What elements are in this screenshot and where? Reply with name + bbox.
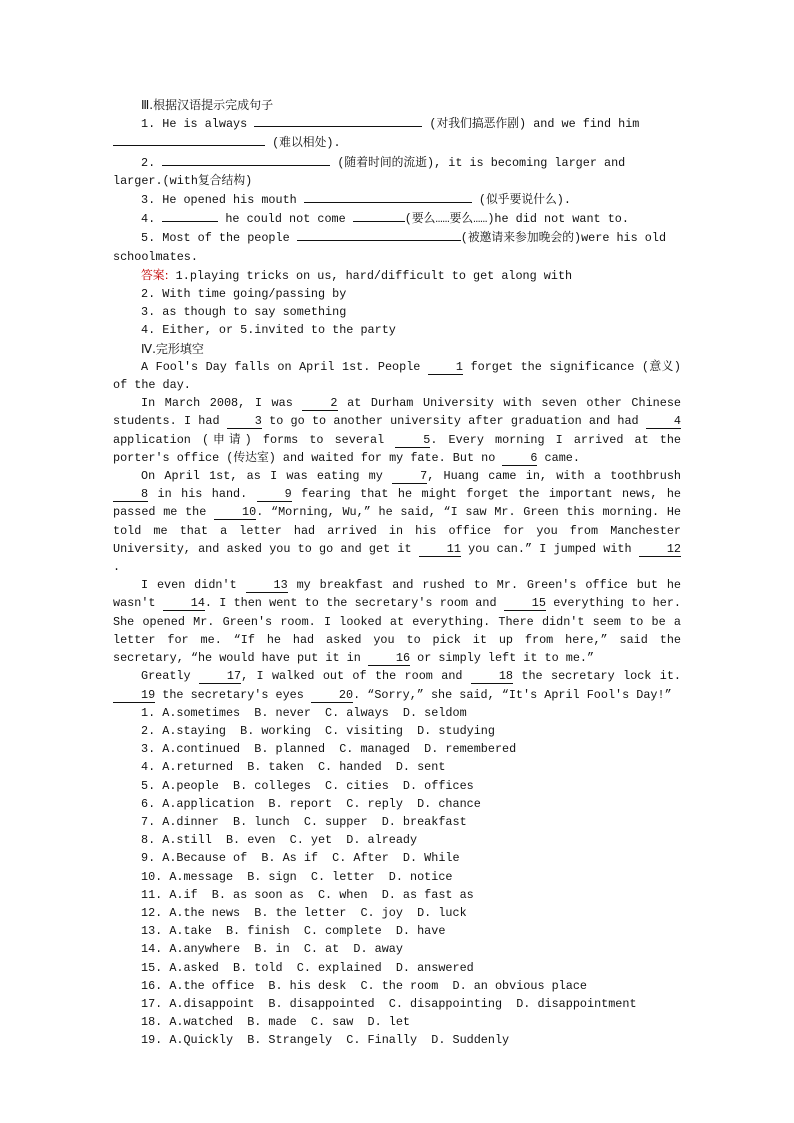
- cloze-blank[interactable]: 10: [214, 505, 256, 520]
- item-text: 2.: [141, 155, 163, 170]
- passage-text: . Every morning I arrived at the porter's office (传达室) and waited for my fate. But no: [113, 432, 681, 465]
- cloze-blank[interactable]: 17: [199, 669, 241, 684]
- option-line: 8. A.still B. even C. yet D. already: [141, 833, 418, 848]
- item-hint: (被邀请来参加晚会的)were his old: [460, 231, 667, 246]
- cloze-blank[interactable]: 18: [471, 669, 513, 684]
- item-hint: (对我们搞恶作剧) and we find him: [429, 117, 640, 132]
- option-line: 16. A.the office B. his desk C. the room D. an obvious place: [141, 978, 587, 993]
- cloze-blank[interactable]: 19: [113, 688, 155, 703]
- option-line: 19. A.Quickly B. Strangely C. Finally D. Suddenly: [141, 1033, 510, 1048]
- passage-text: On April 1st, as I was eating my: [141, 469, 393, 484]
- cloze-blank[interactable]: 8: [113, 487, 148, 502]
- exercise-item-5-cont: schoolmates.: [113, 249, 198, 264]
- option-line: 6. A.application B. report C. reply D. chance: [141, 796, 481, 811]
- exercise-item-1: [113, 114, 681, 133]
- cloze-blank[interactable]: 3: [227, 414, 262, 429]
- passage-paragraph: [113, 394, 681, 467]
- section-3-title: Ⅲ.根据汉语提示完成句子: [141, 98, 274, 112]
- item-hint: (要么……要么……)he did not want to.: [404, 212, 629, 227]
- passage-text: application (申请) forms to several: [113, 432, 396, 447]
- cloze-blank[interactable]: 5: [395, 433, 430, 448]
- cloze-options: [113, 704, 681, 1050]
- cloze-blank[interactable]: 4: [646, 414, 681, 429]
- answer-line-1: [113, 266, 681, 285]
- exercise-item-2-cont: larger.(with复合结构): [113, 173, 253, 188]
- answer-label: 答案:: [141, 267, 169, 282]
- passage-text: the secretary lock it.: [513, 669, 681, 684]
- exercise-item-2: [113, 153, 681, 172]
- item-text: he could not come: [218, 212, 353, 227]
- option-line: 18. A.watched B. made C. saw D. let: [141, 1015, 411, 1030]
- answer-blank[interactable]: [353, 209, 405, 222]
- answer-blank[interactable]: [113, 133, 265, 146]
- cloze-blank[interactable]: 9: [257, 487, 292, 502]
- option-line: 1. A.sometimes B. never C. always D. seldom: [141, 705, 467, 720]
- cloze-blank[interactable]: 20: [311, 688, 353, 703]
- passage-text: Greatly: [141, 669, 199, 684]
- exercise-item-1-cont: [113, 133, 681, 152]
- item-text: 5. Most of the people: [141, 231, 297, 246]
- passage-text: forget the significance (意义) of the day.: [113, 359, 681, 393]
- passage-text: you can.” I jumped with: [460, 541, 639, 556]
- item-text: 3. He opened his mouth: [141, 193, 304, 208]
- option-line: 3. A.continued B. planned C. managed D. remembered: [141, 742, 517, 757]
- cloze-blank[interactable]: 2: [302, 396, 337, 411]
- cloze-passage: [113, 358, 681, 704]
- option-line: 2. A.staying B. working C. visiting D. studying: [141, 723, 495, 738]
- exercise-item-5: [113, 228, 681, 247]
- option-line: 14. A.anywhere B. in C. at D. away: [141, 942, 403, 957]
- option-line: 15. A.asked B. told C. explained D. answered: [141, 960, 474, 975]
- option-line: 10. A.message B. sign C. letter D. notice: [141, 869, 453, 884]
- cloze-blank[interactable]: 16: [368, 651, 410, 666]
- cloze-blank[interactable]: 1: [428, 360, 463, 375]
- passage-text: In March 2008, I was: [141, 396, 303, 411]
- passage-text: A Fool's Day falls on April 1st. People: [141, 359, 428, 374]
- passage-text: or simply left it to me.”: [410, 651, 595, 666]
- passage-text: , I walked out of the room and: [241, 669, 471, 684]
- option-line: 9. A.Because of B. As if C. After D. While: [141, 851, 460, 866]
- answer-blank[interactable]: [162, 153, 330, 166]
- option-line: 13. A.take B. finish C. complete D. have: [141, 924, 446, 939]
- passage-text: everything to her. She opened Mr. Green's room. I looked at everything. There didn't seem to be a letter for me. “If he had asked you to pick it up from here,” said the secretary, “he would have put it in: [113, 596, 681, 666]
- answer-line-3: 3. as though to say something: [141, 305, 347, 320]
- passage-text: in his hand.: [148, 487, 257, 502]
- passage-text: to go to another university after graduation and had: [261, 414, 646, 429]
- exercise-item-4: [113, 209, 681, 228]
- option-line: 5. A.people B. colleges C. cities D. offices: [141, 778, 474, 793]
- answer-blank[interactable]: [304, 190, 472, 203]
- answer-blank[interactable]: [297, 228, 461, 241]
- option-line: 12. A.the news B. the letter C. joy D. luck: [141, 905, 467, 920]
- passage-text: at Durham University with seven other Chinese students. I had: [113, 396, 681, 429]
- answer-line-4: 4. Either, or 5.invited to the party: [141, 323, 396, 338]
- passage-text: my breakfast and rushed to Mr. Green's office but he wasn't: [113, 578, 681, 611]
- cloze-blank[interactable]: 14: [163, 596, 205, 611]
- passage-paragraph: [113, 467, 681, 576]
- section-4-title: Ⅳ.完形填空: [141, 341, 204, 356]
- item-text: 1. He is always: [141, 117, 255, 132]
- passage-paragraph: [113, 576, 681, 667]
- passage-paragraph: [113, 358, 681, 394]
- item-text: 4.: [141, 212, 163, 227]
- passage-paragraph: [113, 667, 681, 703]
- passage-text: . I then went to the secretary's room and: [204, 596, 504, 611]
- passage-text: , Huang came in, with a toothbrush: [427, 469, 681, 484]
- item-hint: (似乎要说什么).: [478, 193, 571, 208]
- passage-text: came.: [537, 450, 580, 465]
- option-line: 11. A.if B. as soon as C. when D. as fast as: [141, 887, 474, 902]
- answer-text: 1.playing tricks on us, hard/difficult to get along with: [175, 268, 573, 283]
- cloze-blank[interactable]: 13: [246, 578, 288, 593]
- passage-text: I even didn't: [141, 578, 246, 593]
- option-line: 7. A.dinner B. lunch C. supper D. breakfast: [141, 814, 467, 829]
- answer-blank[interactable]: [162, 209, 218, 222]
- cloze-blank[interactable]: 15: [504, 596, 546, 611]
- option-line: 17. A.disappoint B. disappointed C. disappointing D. disappointment: [141, 996, 637, 1011]
- item-hint: (难以相处).: [272, 136, 341, 151]
- item-hint: (随着时间的流逝), it is becoming larger and: [337, 155, 626, 170]
- passage-text: fearing that he might forget the important news, he passed me the: [113, 487, 681, 520]
- cloze-blank[interactable]: 6: [502, 451, 537, 466]
- passage-text: the secretary's eyes: [155, 687, 311, 702]
- option-line: 4. A.returned B. taken C. handed D. sent: [141, 760, 446, 775]
- document-body: [113, 96, 681, 1050]
- exercise-item-3: [113, 190, 681, 209]
- answer-line-2: 2. With time going/passing by: [141, 287, 347, 302]
- passage-text: . “Sorry,” she said, “It's April Fool's Day!”: [353, 687, 672, 702]
- passage-text: . “Morning, Wu,” he said, “I saw Mr. Green this morning. He told me that a letter had arrived in his office for you from Manchester University, and asked you to go and get it: [113, 505, 681, 556]
- answer-blank[interactable]: [254, 114, 422, 127]
- cloze-blank[interactable]: 11: [419, 542, 461, 557]
- passage-text: .: [113, 560, 121, 575]
- cloze-blank[interactable]: 7: [392, 469, 427, 484]
- cloze-blank[interactable]: 12: [639, 542, 681, 557]
